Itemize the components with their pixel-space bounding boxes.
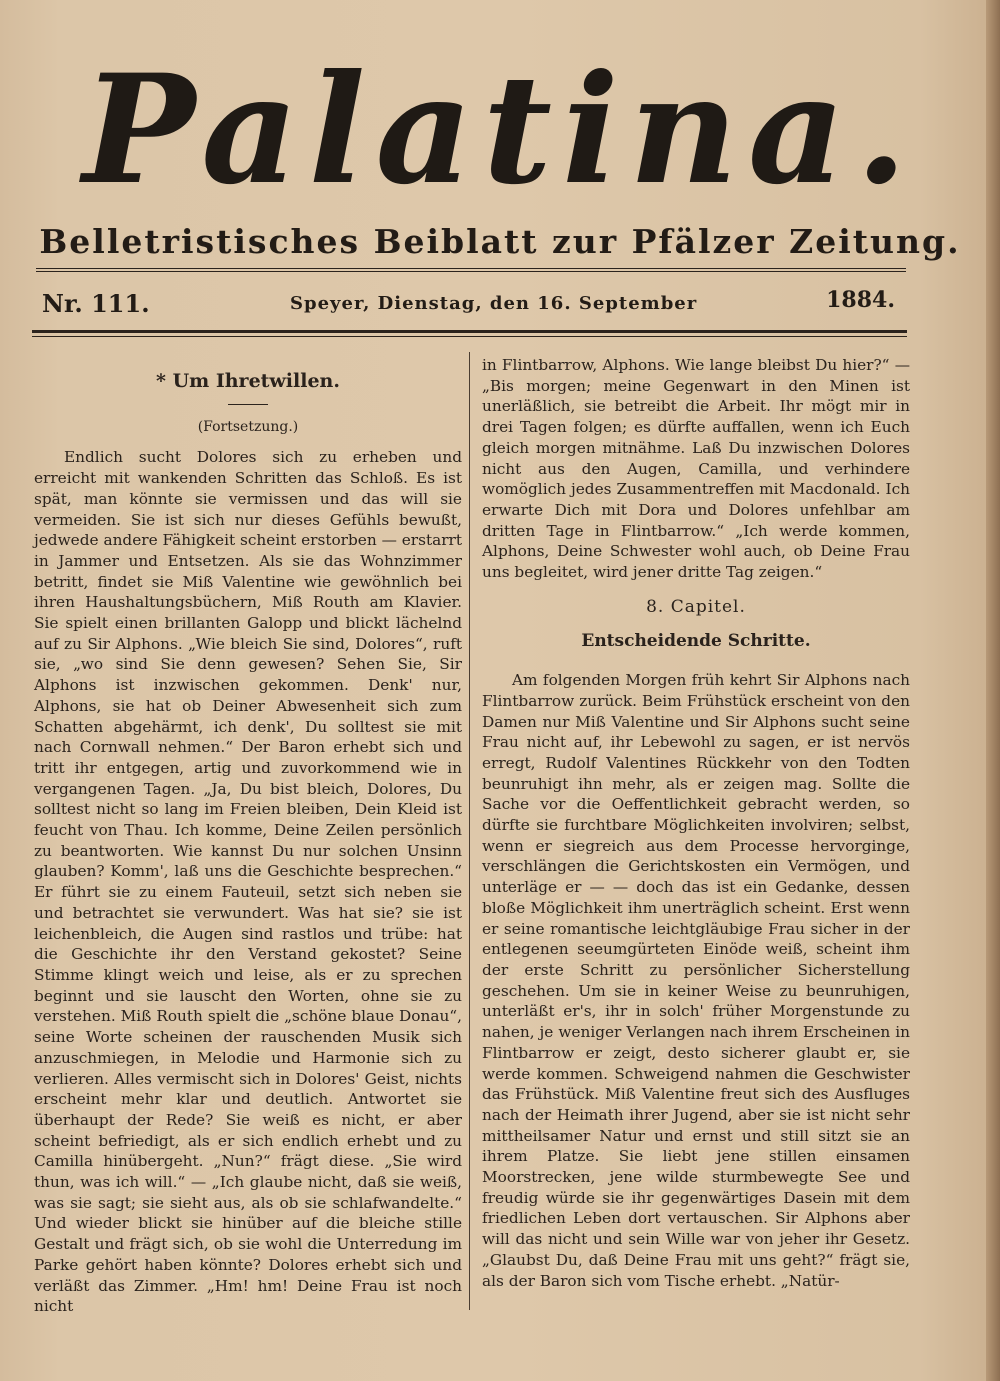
- article-title: * Um Ihretwillen.: [156, 370, 340, 392]
- dateline: [32, 289, 907, 325]
- article-body-right-1: in Flintbarrow, Alphons. Wie lange bleibst Du hier?“ — „Bis morgen; meine Gegenwart in den Minen ist unerläßlich, sie betreibt die Arbeit. Ihr mögt mir in drei Tagen folgen; es dürfte auffallen, wenn ich Euch gleich morgen mitnähme. Laß Du inzwischen Dolores nicht aus den Augen, Camilla, und verhindere womöglich jedes Zusammentreffen mit Macdonald. Ich erwarte Dich mit Dora und Dolores unfehlbar am dritten Tage in Flintbarrow.“ „Ich werde kommen, Alphons, Deine Schwester wohl auch, ob Deine Frau uns begleitet, wird jener dritte Tag zeigen.“: [482, 356, 910, 582]
- title-rule: [228, 404, 268, 405]
- continuation-note: (Fortsetzung.): [197, 418, 299, 435]
- page-edge: [986, 0, 1000, 1381]
- top-rule: [36, 268, 906, 269]
- top-rule-2: [36, 271, 906, 272]
- masthead-subtitle: Belletristisches Beiblatt zur Pfälzer Zeitung.: [39, 222, 961, 261]
- issue-number: Nr. 111.: [42, 289, 150, 318]
- chapter-number: 8. Capitel.: [646, 596, 746, 617]
- right-column: [482, 355, 910, 1291]
- article-body-right-2: Am folgenden Morgen früh kehrt Sir Alphons nach Flintbarrow zurück. Beim Frühstück erscheint von den Damen nur Miß Valentine und Sir Alphons sucht seine Frau nicht auf, ihr Lebewohl zu sagen, er ist nervös erregt, Rudolf Valentines Rückkehr von den Todten beunruhigt ihn mehr, als er zeigen mag. Sollte die Sache vor die Oeffentlichkeit gebracht werden, so dürfte sie furchtbare Möglichkeiten involviren; selbst, wenn er siegreich aus dem Processe hervorginge, verschlängen die Gerichtskosten ein Vermögen, und unterläge er — — doch das ist ein Gedanke, dessen bloße Möglichkeit ihm unerträglich scheint. Erst wenn er seine romantische leichtgläubige Frau sicher in der entlegenen seeumgürteten Einöde weiß, scheint ihm der erste Schritt zu persönlicher Sicherstellung geschehen. Um sie in keiner Weise zu beunruhigen, unterläßt er's, ihr in solch' früher Morgenstunde zu nahen, je weniger Verlangen nach ihrem Erscheinen in Flintbarrow er zeigt, desto sicherer glaubt er, sie werde kommen. Schweigend nahmen die Geschwister das Frühstück. Miß Valentine freut sich des Ausfluges nach der Heimath ihrer Jugend, aber sie ist nicht sehr mittheilsamer Natur und ernst und still sitzt sie an ihrem Platze. Sie liebt jene stillen einsamen Moorstrecken, jene wilde sturmbewegte See und freudig würde sie ihr gegenwärtiges Dasein mit dem friedlichen Leben dort vertauschen. Sir Alphons aber will das nicht und sein Wille war von jeher ihr Gesetz. „Glaubst Du, daß Deine Frau mit uns geht?“ frägt sie, als der Baron sich vom Tische erhebt. „Natür-: [482, 671, 910, 1290]
- place-date: Speyer, Dienstag, den 16. September: [290, 293, 698, 314]
- issue-year: 1884.: [826, 287, 895, 313]
- dateline-rule-thin: [32, 336, 907, 337]
- dateline-rule-thick: [32, 330, 907, 333]
- chapter-title: Entscheidende Schritte.: [581, 631, 811, 652]
- article-body-left: Endlich sucht Dolores sich zu erheben und erreicht mit wankenden Schritten das Schloß. Es ist spät, man könnte sie vermissen und das will sie vermeiden. Sie ist sich nur dieses Gefühls bewußt, jedwede andere Fähigkeit scheint erstorben — erstarrt in Jammer und Entsetzen. Als sie das Wohnzimmer betritt, findet sie Miß Valentine wie gewöhnlich bei ihren Haushaltungsbüchern, Miß Routh am Klavier. Sie spielt einen brillanten Galopp und blickt lächelnd auf zu Sir Alphons. „Wie bleich Sie sind, Dolores“, ruft sie, „wo sind Sie denn gewesen? Sehen Sie, Sir Alphons ist inzwischen gekommen. Denk' nur, Alphons, sie hat ob Deiner Abwesenheit sich zum Schatten abgehärmt, ich denk', Du solltest sie mit nach Cornwall nehmen.“ Der Baron erhebt sich und tritt ihr entgegen, artig und zuvorkommend wie in vergangenen Tagen. „Ja, Du bist bleich, Dolores, Du solltest nicht so lang im Freien bleiben, Dein Kleid ist feucht von Thau. Ich komme, Deine Zeilen persönlich zu beantworten. Wie kannst Du nur solchen Unsinn glauben? Komm', laß uns die Geschichte besprechen.“ Er führt sie zu einem Fauteuil, setzt sich neben sie und betrachtet sie verwundert. Was hat sie? sie ist leichenbleich, die Augen sind rastlos und trübe: hat die Geschichte ihr den Verstand gekostet? Seine Stimme klingt weich und leise, als er zu sprechen beginnt und sie lauscht den Worten, ohne sie zu verstehen. Miß Routh spielt die „schöne blaue Donau“, seine Worte scheinen der rauschenden Musik sich anzuschmiegen, in Melodie und Harmonie sich zu verlieren. Alles vermischt sich in Dolores' Geist, nichts erscheint mehr klar und deutlich. Antwortet sie überhaupt der Rede? Sie weiß es nicht, er aber scheint befriedigt, als er sich endlich erhebt und zu Camilla hinübergeht. „Nun?“ frägt diese. „Sie wird thun, was ich will.“ — „Ich glaube nicht, daß sie weiß, was sie sagt; sie sieht aus, als ob sie schlafwandelte.“ Und wieder blickt sie hinüber auf die bleiche stille Gestalt und frägt sich, ob sie wohl die Unterredung im Parke gehört haben könnte? Dolores erhebt sich und verläßt das Zimmer. „Hm! hm! Deine Frau ist noch nicht: [34, 448, 462, 1316]
- column-divider: [469, 352, 470, 1310]
- left-column: [34, 355, 462, 1317]
- masthead-title: Palatina.: [82, 42, 918, 218]
